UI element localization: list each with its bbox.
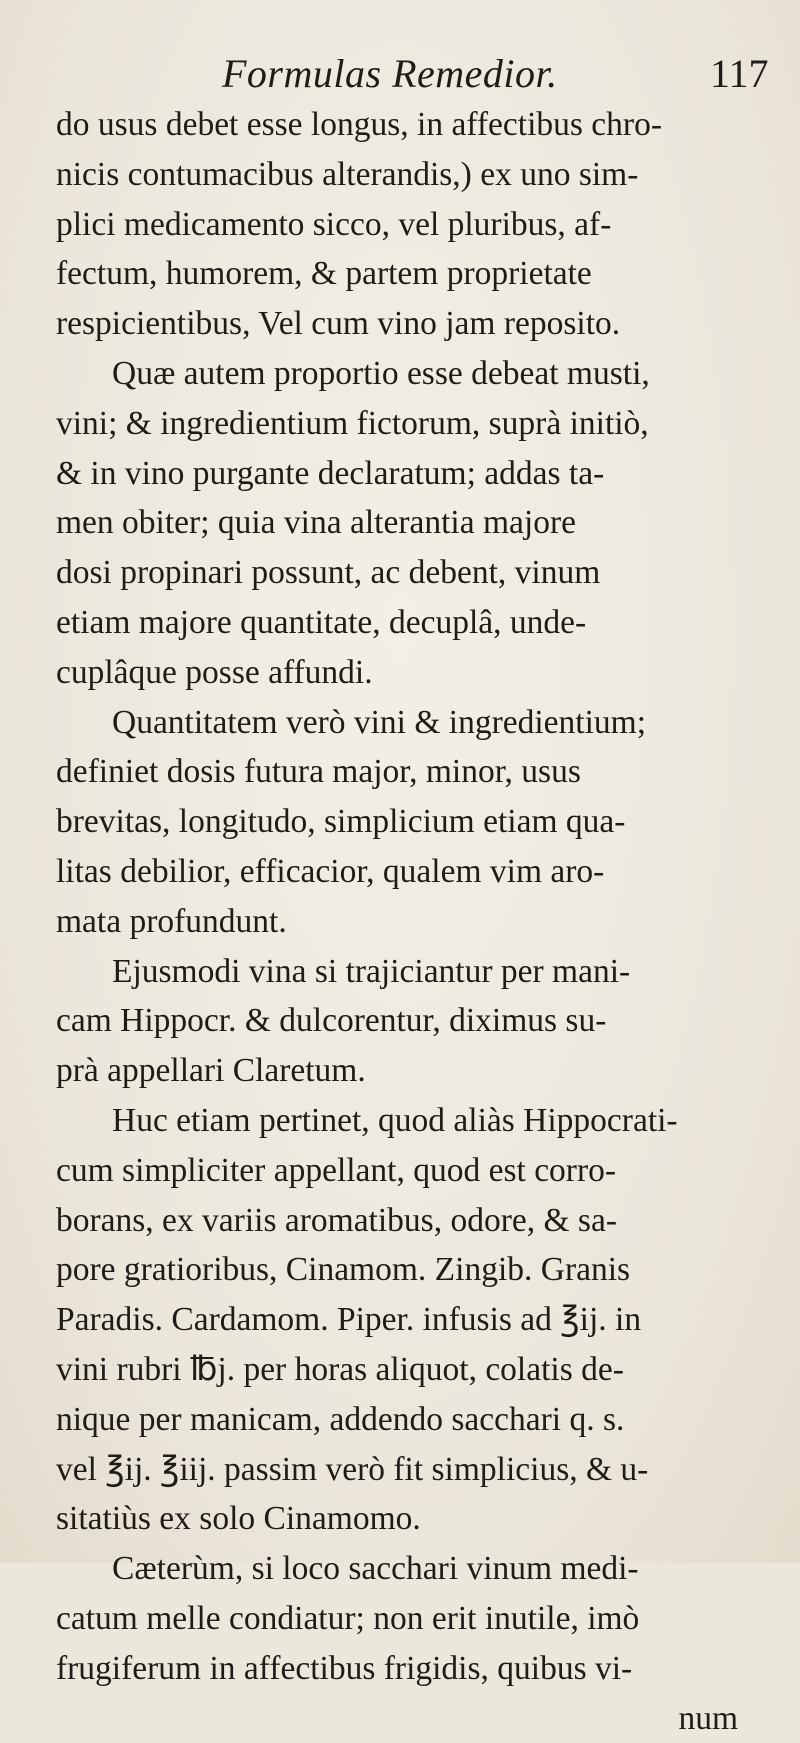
text-line: nique per manicam, addendo sacchari q. s.	[56, 1395, 756, 1445]
text-line: & in vino purgante declaratum; addas ta-	[56, 449, 756, 499]
body-text	[56, 100, 756, 1743]
text-line: definiet dosis futura major, minor, usus	[56, 747, 756, 797]
text-line: catum melle condiatur; non erit inutile, imò	[56, 1594, 756, 1644]
text-line: nicis contumacibus alterandis,) ex uno sim-	[56, 150, 756, 200]
text-line: prà appellari Claretum.	[56, 1046, 756, 1096]
text-line: men obiter; quia vina alterantia majore	[56, 498, 756, 548]
catchword: num	[56, 1694, 756, 1743]
text-line: frugiferum in affectibus frigidis, quibus vi-	[56, 1644, 756, 1694]
text-line: sitatiùs ex solo Cinamomo.	[56, 1494, 756, 1544]
text-line: etiam majore quantitate, decuplâ, unde-	[56, 598, 756, 648]
text-line: Quantitatem verò vini & ingredientium;	[56, 698, 756, 748]
text-line: vel ℥ij. ℥iij. passim verò fit simplicius, & u-	[56, 1445, 756, 1495]
text-line: mata profundunt.	[56, 897, 756, 947]
text-line: Ejusmodi vina si trajiciantur per mani-	[56, 947, 756, 997]
text-line: plici medicamento sicco, vel pluribus, af-	[56, 200, 756, 250]
text-line: Cæterùm, si loco sacchari vinum medi-	[56, 1544, 756, 1594]
text-line: Quæ autem proportio esse debeat musti,	[56, 349, 756, 399]
text-line: cam Hippocr. & dulcorentur, diximus su-	[56, 996, 756, 1046]
text-line: vini rubri ℔j. per horas aliquot, colatis de-	[56, 1345, 756, 1395]
text-line: borans, ex variis aromatibus, odore, & sa-	[56, 1196, 756, 1246]
text-line: vini; & ingredientium fictorum, suprà initiò,	[56, 399, 756, 449]
text-line: cuplâque posse affundi.	[56, 648, 756, 698]
text-line: fectum, humorem, & partem proprietate	[56, 249, 756, 299]
text-line: do usus debet esse longus, in affectibus chro-	[56, 100, 756, 150]
text-line: respicientibus, Vel cum vino jam reposito.	[56, 299, 756, 349]
text-line: brevitas, longitudo, simplicium etiam qua-	[56, 797, 756, 847]
text-line: Paradis. Cardamom. Piper. infusis ad ℥ij. in	[56, 1295, 756, 1345]
text-line: cum simpliciter appellant, quod est corro-	[56, 1146, 756, 1196]
text-line: Huc etiam pertinet, quod aliàs Hippocrati-	[56, 1096, 756, 1146]
text-line: dosi propinari possunt, ac debent, vinum	[56, 548, 756, 598]
running-head: Formulas Remedior.	[222, 44, 558, 104]
page-header	[0, 44, 800, 104]
text-line: pore gratioribus, Cinamom. Zingib. Granis	[56, 1245, 756, 1295]
text-line: litas debilior, efficacior, qualem vim aro-	[56, 847, 756, 897]
page-number: 117	[710, 44, 769, 104]
